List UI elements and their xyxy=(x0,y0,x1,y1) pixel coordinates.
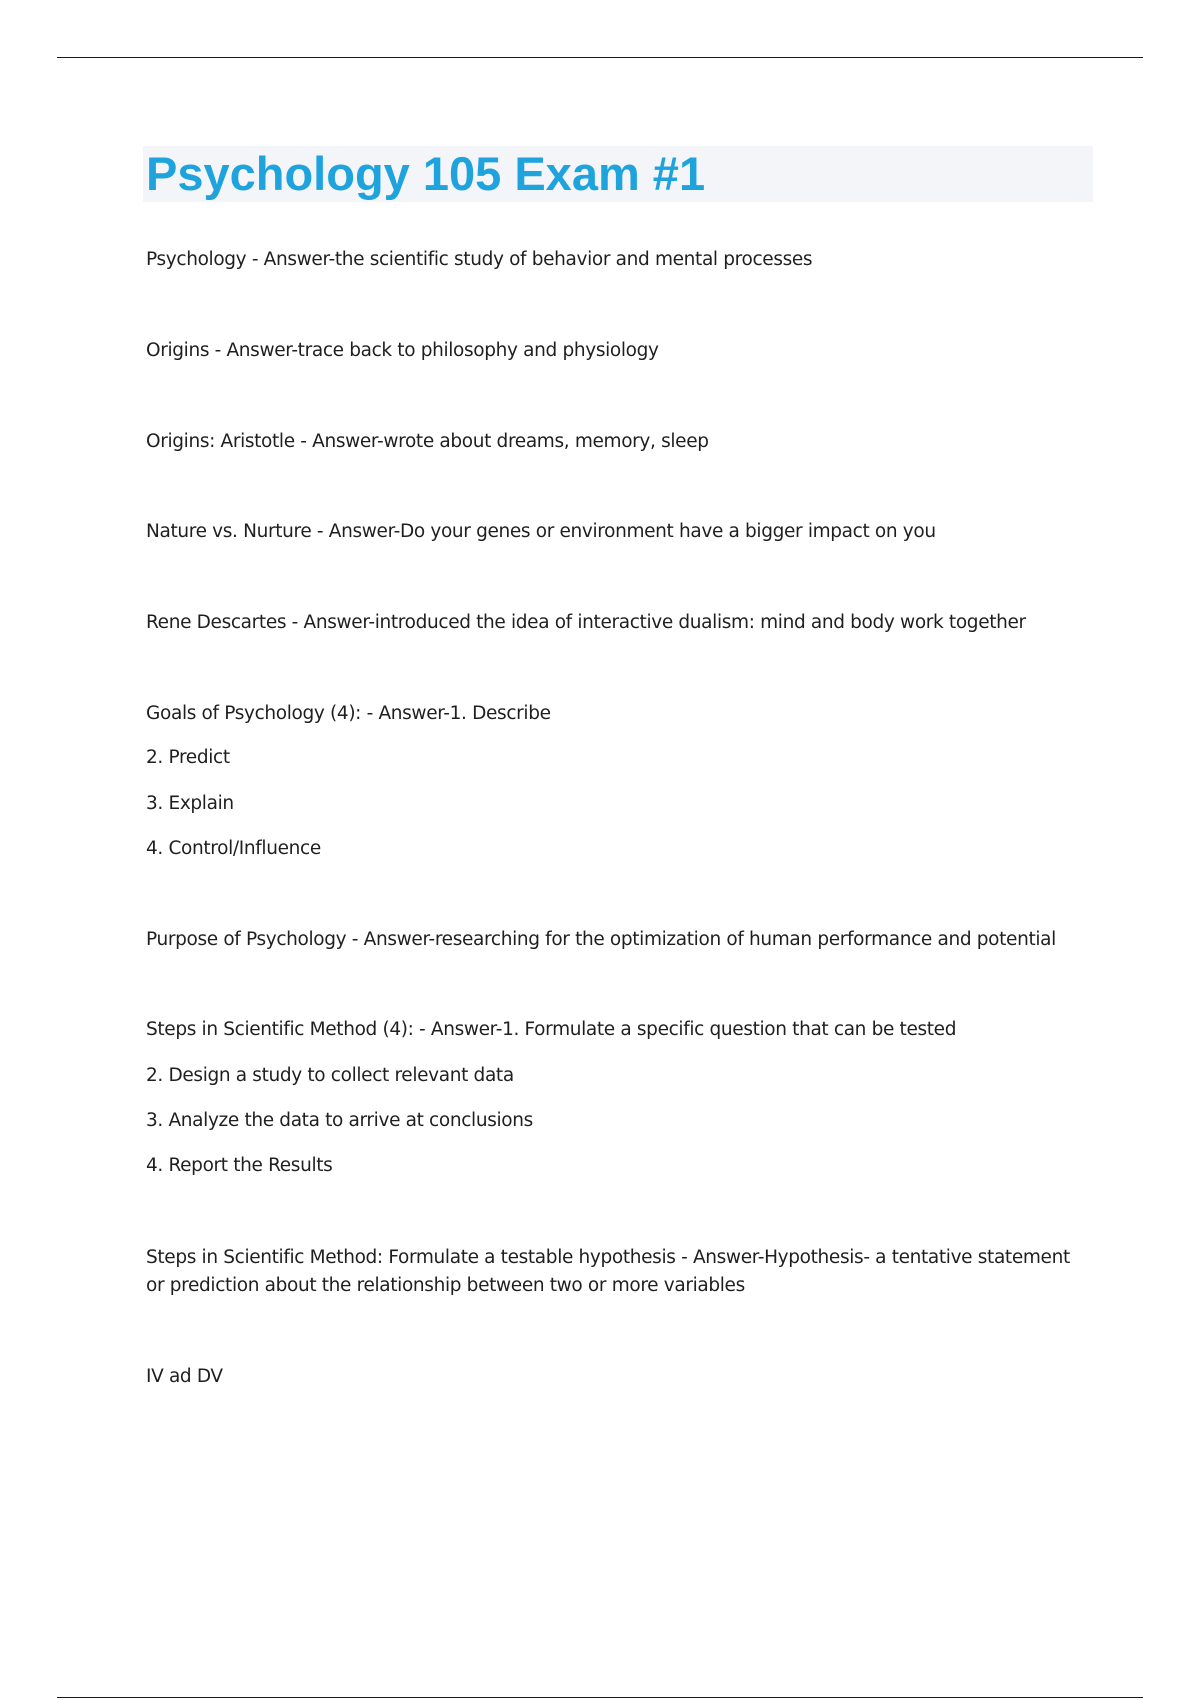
qa-entry-nature-vs-nurture: Nature vs. Nurture - Answer-Do your genes or environment have a bigger impact on you xyxy=(146,521,936,542)
footer-rule xyxy=(57,1697,1143,1698)
header-rule xyxy=(57,57,1143,58)
list-item: 2. Design a study to collect relevant data xyxy=(146,1065,514,1086)
qa-entry-goals-of-psychology: Goals of Psychology (4): - Answer-1. Describe xyxy=(146,703,551,724)
qa-entry-rene-descartes: Rene Descartes - Answer-introduced the idea of interactive dualism: mind and body work together xyxy=(146,612,1026,633)
list-item: 2. Predict xyxy=(146,747,230,768)
qa-entry-scientific-method-steps: Steps in Scientific Method (4): - Answer-1. Formulate a specific question that can be tested xyxy=(146,1019,957,1040)
qa-entry-origins: Origins - Answer-trace back to philosophy and physiology xyxy=(146,340,659,361)
qa-entry-testable-hypothesis: Steps in Scientific Method: Formulate a testable hypothesis - Answer-Hypothesis- a tentative statement or prediction about the relationship between two or more variables xyxy=(146,1247,1070,1296)
list-item: 3. Analyze the data to arrive at conclusions xyxy=(146,1110,533,1131)
list-item: 3. Explain xyxy=(146,793,234,814)
qa-entry-purpose-of-psychology: Purpose of Psychology - Answer-researching for the optimization of human performance and potential xyxy=(146,929,1056,950)
list-item: 4. Control/Influence xyxy=(146,838,321,859)
qa-entry-iv-dv: IV ad DV xyxy=(146,1366,223,1387)
qa-entry-psychology: Psychology - Answer-the scientific study of behavior and mental processes xyxy=(146,249,813,270)
document-title: Psychology 105 Exam #1 xyxy=(146,147,706,200)
qa-entry-origins-aristotle: Origins: Aristotle - Answer-wrote about dreams, memory, sleep xyxy=(146,431,709,452)
list-item: 4. Report the Results xyxy=(146,1155,333,1176)
